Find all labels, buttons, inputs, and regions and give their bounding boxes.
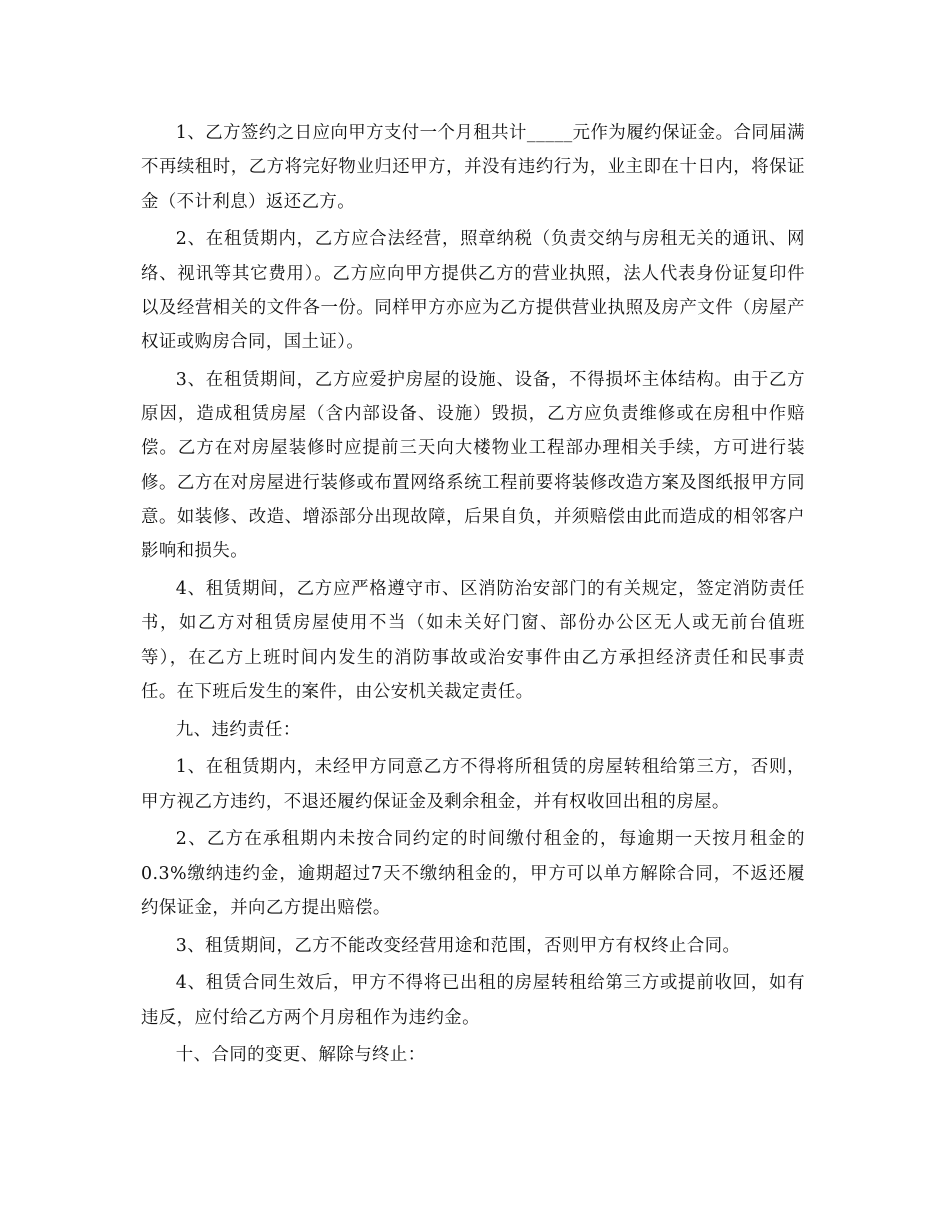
clause-fire-safety: 4、租赁期间，乙方应严格遵守市、区消防治安部门的有关规定，签定消防责任书，如乙方对租赁房屋使用不当（如未关好门窗、部份办公区无人或无前台值班等），在乙方上班时间内发生的消防事故或治安事件由乙方承担经济责任和民事责任。在下班后发生的案件，由公安机关裁定责任。 bbox=[141, 579, 805, 702]
clause-late-payment: 2、乙方在承租期内未按合同约定的时间缴付租金的，每逾期一天按月租金的0.3%缴纳违约金，逾期超过7天不缴纳租金的，甲方可以单方解除合同，不返还履约保证金，并向乙方提出赔偿。 bbox=[141, 829, 805, 918]
section-heading-breach-liability: 九、违约责任： bbox=[175, 719, 301, 740]
clause-lessor-breach: 4、租赁合同生效后，甲方不得将已出租的房屋转租给第三方或提前收回，如有违反，应付给乙方两个月房租作为违约金。 bbox=[141, 973, 805, 1028]
clause-property-maintenance: 3、在租赁期间，乙方应爱护房屋的设施、设备，不得损坏主体结构。由于乙方原因，造成租赁房屋（含内部设备、设施）毁损，乙方应负责维修或在房租中作赔偿。乙方在对房屋装修时应提前三天向大楼物业工程部办理相关手续，方可进行装修。乙方在对房屋进行装修或布置网络系统工程前要将装修改造方案及图纸报甲方同意。如装修、改造、增添部分出现故障，后果自负，并须赔偿由此而造成的相邻客户影响和损失。 bbox=[141, 369, 805, 562]
document-body bbox=[141, 116, 805, 1076]
clause-deposit: 1、乙方签约之日应向甲方支付一个月租共计_____元作为履约保证金。合同届满不再续租时，乙方将完好物业归还甲方，并没有违约行为，业主即在十日内，将保证金（不计利息）返还乙方。 bbox=[141, 123, 805, 212]
clause-business-scope: 3、租赁期间，乙方不能改变经营用途和范围，否则甲方有权终止合同。 bbox=[175, 935, 741, 956]
clause-lawful-operation: 2、在租赁期内，乙方应合法经营，照章纳税（负责交纳与房租无关的通讯、网络、视讯等其它费用）。乙方应向甲方提供乙方的营业执照，法人代表身份证复印件以及经营相关的文件各一份。同样甲方亦应为乙方提供营业执照及房产文件（房屋产权证或购房合同，国土证）。 bbox=[141, 229, 805, 353]
section-heading-contract-change: 十、合同的变更、解除与终止： bbox=[175, 1045, 426, 1066]
clause-sublease-prohibition: 1、在租赁期内，未经甲方同意乙方不得将所租赁的房屋转租给第三方，否则，甲方视乙方违约，不退还履约保证金及剩余租金，并有权收回出租的房屋。 bbox=[141, 757, 805, 812]
